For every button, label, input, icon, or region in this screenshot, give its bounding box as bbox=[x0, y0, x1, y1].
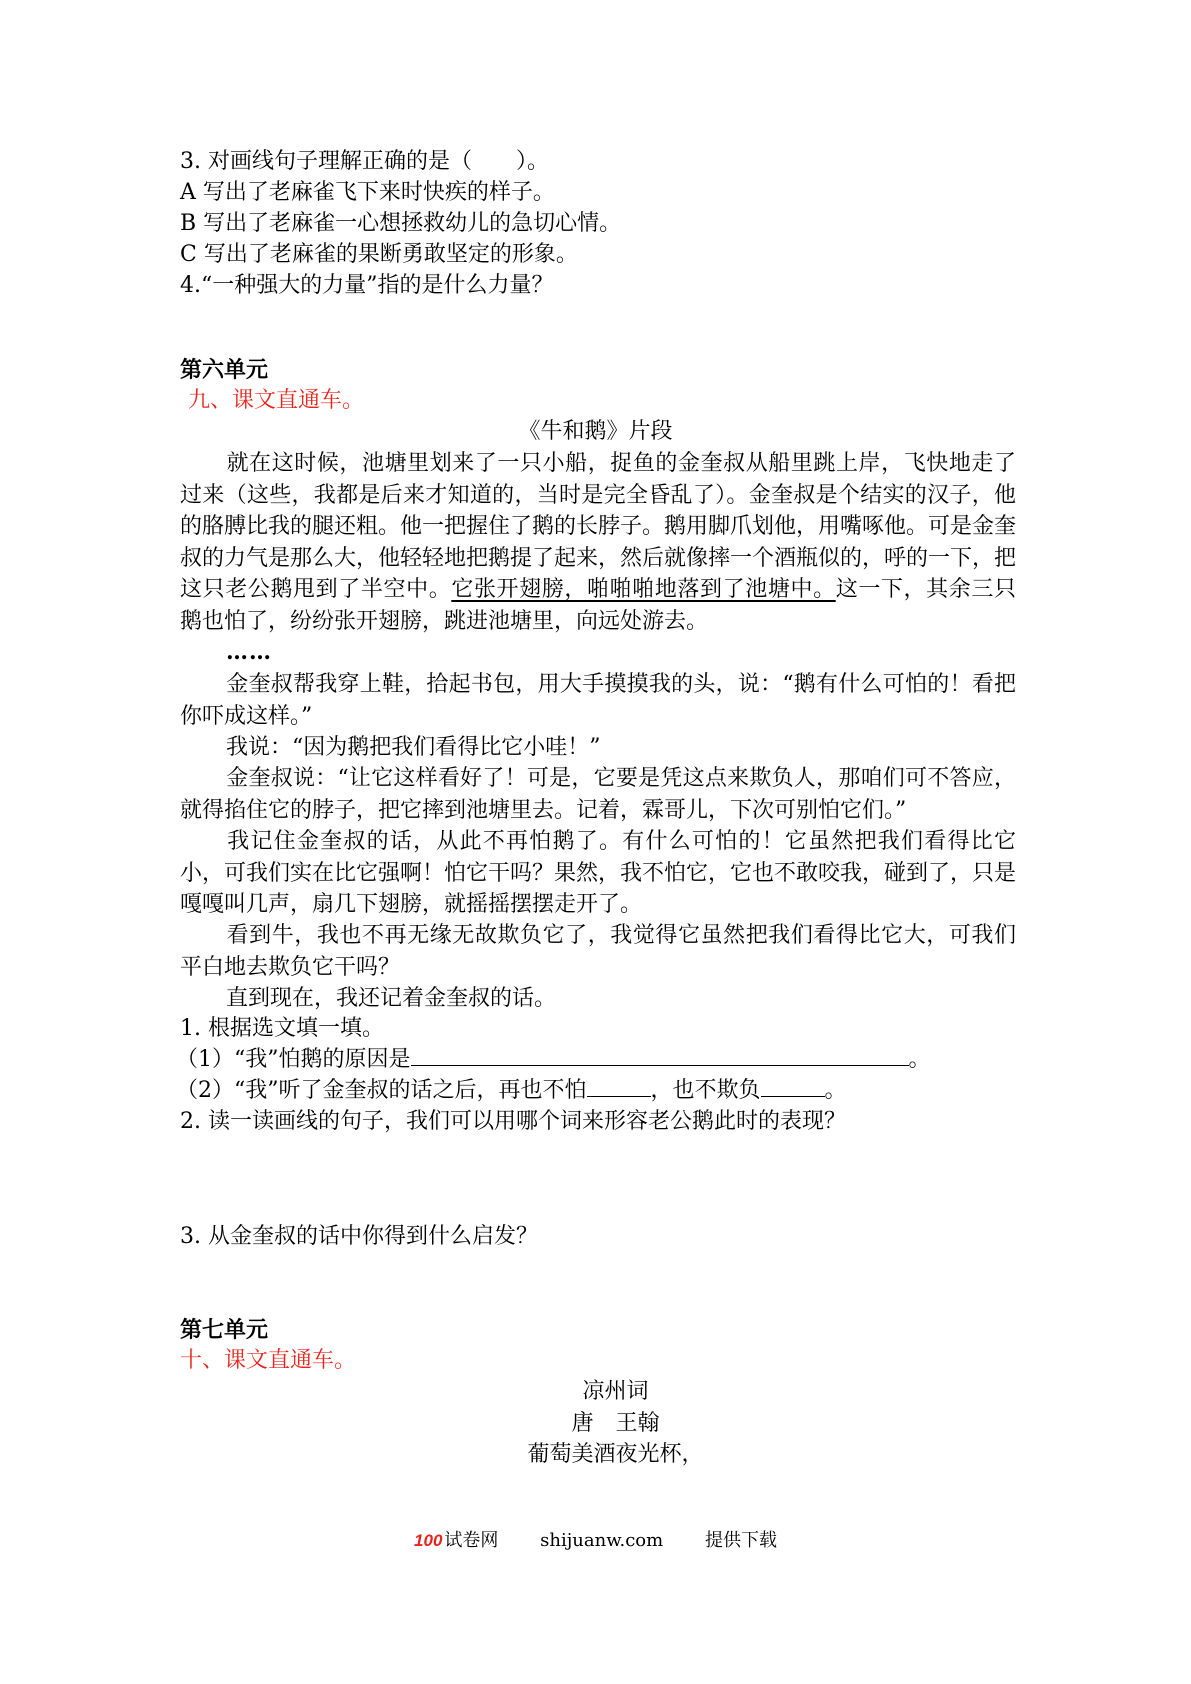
unit6-section-title: 九、课文直通车。 bbox=[188, 388, 365, 413]
passage-title: 《牛和鹅》片段 bbox=[518, 419, 673, 444]
unit6-question-1-2 bbox=[176, 1076, 847, 1106]
option-b: B 写出了老麻雀一心想拯救幼儿的急切心情。 bbox=[180, 211, 622, 236]
p4-text: 金奎叔说：“让它这样看好了！可是，它要是凭这点来欺负人，那咱们可不答应，就得掐住它的脖子，把它摔到池塘里去。记着，霖哥儿，下次可别怕它们。” bbox=[180, 766, 1016, 823]
p7-text: 直到现在，我还记着金奎叔的话。 bbox=[226, 986, 557, 1011]
q1-1-prompt: （1）“我”怕鹅的原因是 bbox=[176, 1047, 411, 1072]
q1-2-mid: ，也不欺负 bbox=[650, 1078, 761, 1103]
page-footer bbox=[0, 1526, 1191, 1552]
p1-end: 这一下，其余三只鹅也怕了，纷纷张开翅膀，跳进池塘里，向远处游去。 bbox=[180, 577, 1016, 634]
poem-title: 凉州词 bbox=[582, 1379, 649, 1404]
p3-text: 我说：“因为鹅把我们看得比它小哇！” bbox=[226, 735, 601, 760]
ellipsis: …… bbox=[226, 639, 272, 665]
q1-1-end: 。 bbox=[908, 1047, 931, 1072]
passage-paragraph-3 bbox=[180, 732, 1016, 764]
site-domain[interactable]: shijuanw.com bbox=[540, 1530, 664, 1551]
q1-2-end: 。 bbox=[824, 1078, 847, 1103]
poem-author: 唐 王翰 bbox=[571, 1411, 660, 1436]
answer-blank-1[interactable] bbox=[411, 1045, 909, 1066]
site-logo: 100 bbox=[414, 1531, 443, 1550]
poem-line-1: 葡萄美酒夜光杯， bbox=[527, 1442, 704, 1467]
unit6-question-2: 2. 读一读画线的句子，我们可以用哪个词来形容老公鹅此时的表现？ bbox=[180, 1109, 846, 1134]
option-c: C 写出了老麻雀的果断勇敢坚定的形象。 bbox=[180, 242, 578, 267]
unit6-question-3: 3. 从金奎叔的话中你得到什么启发？ bbox=[180, 1224, 538, 1249]
passage-paragraph-4 bbox=[180, 763, 1016, 826]
unit7-heading: 第七单元 bbox=[180, 1317, 269, 1342]
answer-blank-3[interactable] bbox=[761, 1076, 825, 1097]
question-3-stem: 3. 对画线句子理解正确的是（ ）。 bbox=[180, 149, 549, 174]
unit6-heading: 第六单元 bbox=[180, 357, 269, 382]
question-4: 4.“一种强大的力量”指的是什么力量？ bbox=[180, 273, 554, 298]
underlined-sentence: 它张开翅膀，啪啪啪地落到了池塘中。 bbox=[451, 577, 836, 602]
p6-text: 看到牛，我也不再无缘无故欺负它了，我觉得它虽然把我们看得比它大，可我们平白地去欺负它干吗？ bbox=[180, 923, 1016, 980]
unit6-question-1-1 bbox=[176, 1045, 931, 1075]
q1-2-prompt: （2）“我”听了金奎叔的话之后，再也不怕 bbox=[176, 1078, 587, 1103]
option-a: A 写出了老麻雀飞下来时快疾的样子。 bbox=[180, 180, 555, 205]
answer-blank-2[interactable] bbox=[587, 1076, 651, 1097]
site-name: 试卷网 bbox=[444, 1530, 499, 1551]
p2-text: 金奎叔帮我穿上鞋，拾起书包，用大手摸摸我的头，说：“鹅有什么可怕的！看把你吓成这样。” bbox=[180, 672, 1016, 729]
p5-text: 我记住金奎叔的话，从此不再怕鹅了。有什么可怕的！它虽然把我们看得比它小，可我们实在比它强啊！怕它干吗？果然，我不怕它，它也不敢咬我，碰到了，只是嘎嘎叫几声，扇几下翅膀，就摇摇摆摆走开了。 bbox=[180, 829, 1017, 917]
unit7-section-title: 十、课文直通车。 bbox=[180, 1348, 357, 1373]
p1-start: 就在这时候，池塘里划来了一只小船，捉鱼的金奎叔从船里跳上岸，飞快地走了过来（这些，我都是后来才知道的，当时是完全昏乱了）。金奎叔是个结实的汉子，他的胳膊比我的腿还粗。他一把握住了鹅的长脖子。鹅用脚爪划他，用嘴啄他。可是金奎叔的力气是那么大，他轻轻地把鹅提了起来，然后就像摔一个酒瓶似的，呼的一下，把这只老公鹅甩到了半空中。 bbox=[180, 451, 1017, 602]
passage-paragraph-7 bbox=[180, 983, 1016, 1015]
passage-paragraph-2 bbox=[180, 669, 1016, 732]
unit6-question-1: 1. 根据选文填一填。 bbox=[180, 1016, 384, 1041]
passage-paragraph-6 bbox=[180, 920, 1016, 983]
footer-note: 提供下载 bbox=[704, 1530, 777, 1551]
passage-paragraph-1 bbox=[180, 448, 1016, 637]
passage-paragraph-5 bbox=[180, 826, 1016, 921]
